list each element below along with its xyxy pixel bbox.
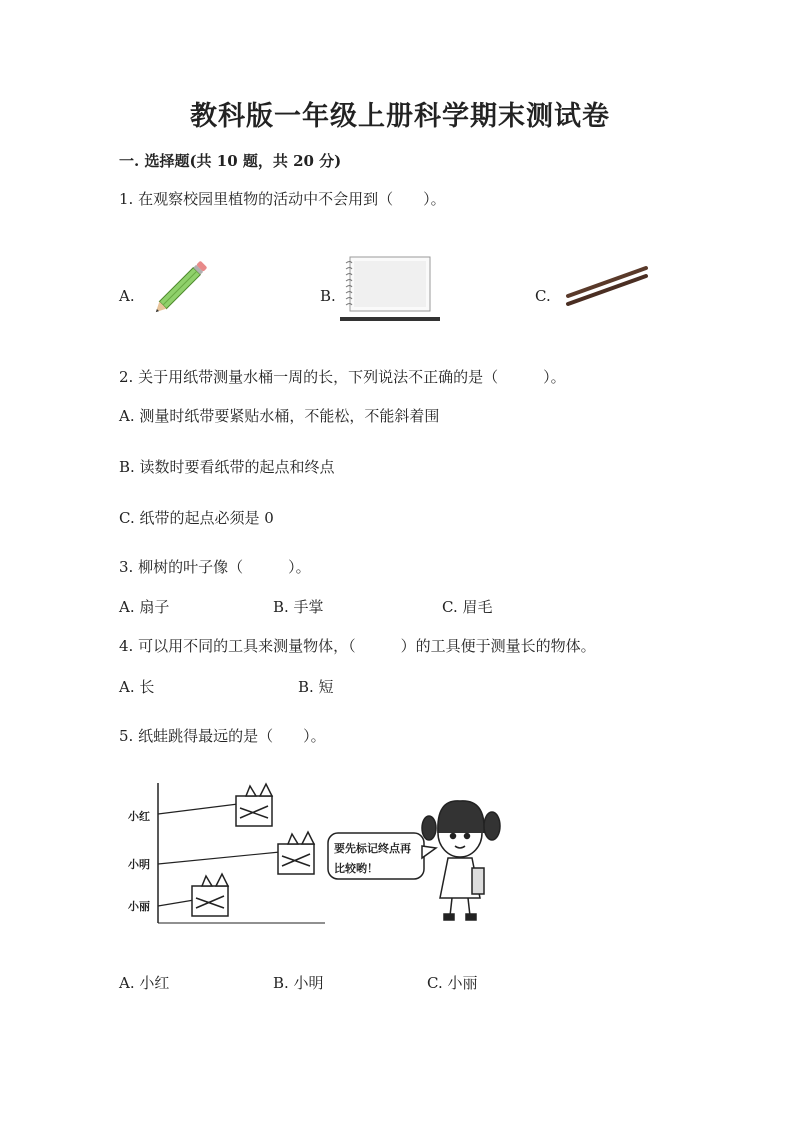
chopsticks-icon	[560, 262, 650, 314]
q3-option-b: B. 手掌	[273, 598, 324, 616]
question-2: 2. 关于用纸带测量水桶一周的长，下列说法不正确的是（ ）。	[119, 368, 566, 386]
section-heading: 一. 选择题(共 10 题，共 20 分)	[119, 152, 342, 170]
label-xiaoming: 小明	[128, 858, 150, 871]
q2-option-b: B. 读数时要看纸带的起点和终点	[119, 458, 335, 476]
q4-option-b: B. 短	[298, 678, 334, 696]
girl-figure	[422, 801, 500, 920]
q5-option-a: A. 小红	[119, 974, 170, 992]
q5-option-c: C. 小丽	[427, 974, 478, 992]
q1-option-a: A.	[119, 287, 135, 305]
frog-jump-diagram	[120, 778, 520, 928]
speech-bubble-line-2: 比较哟！	[334, 862, 378, 875]
label-xiaohong: 小红	[128, 810, 150, 823]
pencil-icon	[145, 250, 220, 322]
notebook-icon	[340, 255, 440, 323]
label-xiaoli: 小丽	[128, 900, 150, 913]
q5-option-b: B. 小明	[273, 974, 324, 992]
speech-bubble-line-1: 要先标记终点再	[334, 842, 411, 855]
page-title: 教科版一年级上册科学期末测试卷	[190, 101, 610, 132]
q1-option-b: B.	[320, 287, 336, 305]
paper-frog-ming	[278, 832, 314, 874]
paper-frog-red	[236, 784, 272, 826]
question-4: 4. 可以用不同的工具来测量物体，（ ）的工具便于测量长的物体。	[119, 637, 596, 655]
q2-option-a: A. 测量时纸带要紧贴水桶，不能松，不能斜着围	[119, 407, 440, 425]
q2-option-c: C. 纸带的起点必须是 0	[119, 509, 274, 527]
q1-option-c: C.	[535, 287, 551, 305]
question-5: 5. 纸蛙跳得最远的是（ ）。	[119, 727, 326, 745]
q3-option-a: A. 扇子	[119, 598, 170, 616]
paper-frog-li	[192, 874, 228, 916]
q4-option-a: A. 长	[119, 678, 155, 696]
q3-option-c: C. 眉毛	[442, 598, 493, 616]
question-1: 1. 在观察校园里植物的活动中不会用到（ ）。	[119, 190, 446, 208]
question-3: 3. 柳树的叶子像（ ）。	[119, 558, 311, 576]
